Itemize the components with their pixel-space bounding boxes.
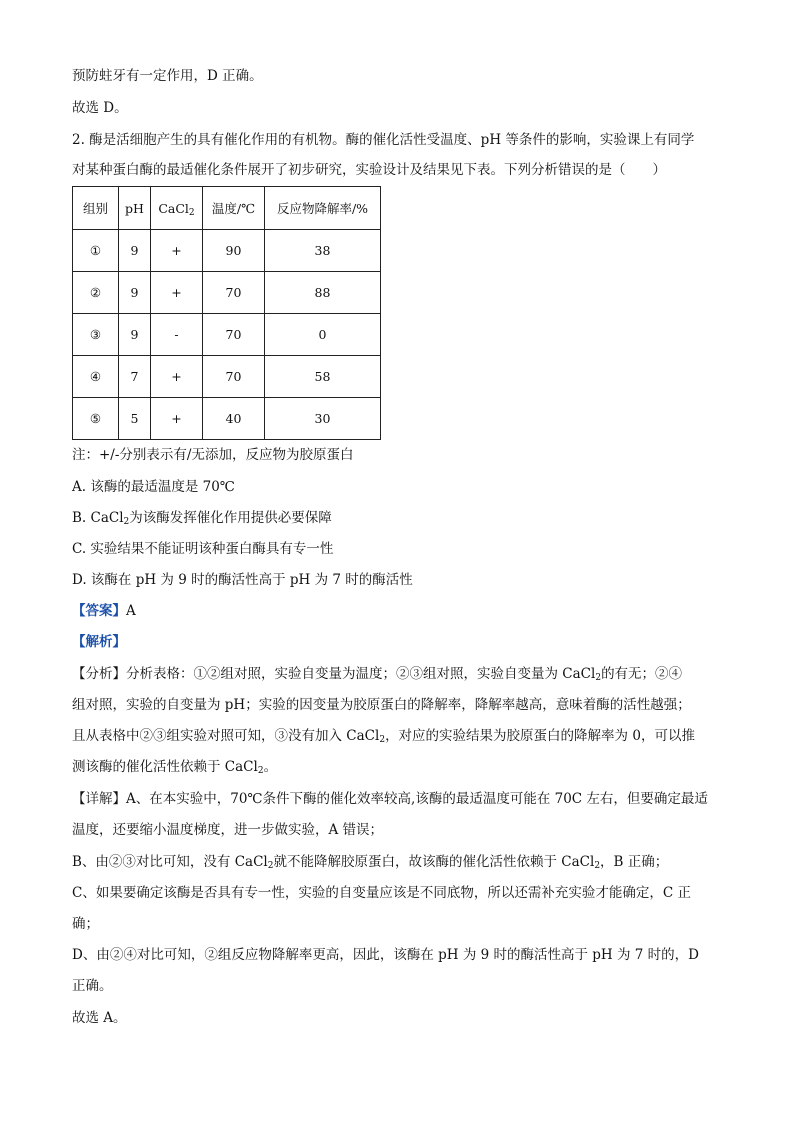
xiangjie-line-3: B、由②③对比可知，没有 CaCl$_2$就不能降解胶原蛋白，故该酶的催化活性依赖于 CaCl$_2$，B 正确；	[72, 854, 669, 871]
cell-group: ①	[73, 230, 119, 272]
option-c: C. 实验结果不能证明该种蛋白酶具有专一性	[72, 541, 334, 557]
cell-group: ⑤	[73, 398, 119, 440]
cell-cacl2: +	[151, 272, 203, 314]
analysis-heading: 【解析】	[72, 634, 126, 650]
xiangjie-line-1: 【详解】A、在本实验中，70℃条件下酶的催化效率较高,该酶的最适温度可能在 70C 左右，但要确定最适	[72, 791, 708, 807]
cell-temperature: 40	[203, 398, 265, 440]
xiangjie-line-8: 故选 A。	[72, 1010, 127, 1026]
option-b: B. CaCl$_2$为该酶发挥催化作用提供必要保障	[72, 510, 332, 527]
table-header-row	[73, 187, 381, 230]
question-line-2: 对某种蛋白酶的最适催化条件展开了初步研究，实验设计及结果见下表。下列分析错误的是（ ）	[72, 162, 666, 178]
option-d: D. 该酶在 pH 为 9 时的酶活性高于 pH 为 7 时的酶活性	[72, 572, 413, 588]
cell-degradation-rate: 88	[265, 272, 381, 314]
table-row	[73, 272, 381, 314]
cell-ph: 5	[119, 398, 151, 440]
fenxi-line-4: 测该酶的催化活性依赖于 CaCl$_2$。	[72, 759, 278, 776]
cell-temperature: 70	[203, 356, 265, 398]
cell-ph: 9	[119, 314, 151, 356]
answer-value: A	[126, 603, 136, 619]
cell-ph: 9	[119, 230, 151, 272]
xiangjie-label: 【详解】	[72, 791, 126, 807]
cell-degradation-rate: 0	[265, 314, 381, 356]
option-a: A. 该酶的最适温度是 70℃	[72, 479, 235, 495]
table-note: 注：+/-分别表示有/无添加，反应物为胶原蛋白	[72, 447, 354, 463]
table-row	[73, 230, 381, 272]
cell-group: ②	[73, 272, 119, 314]
table-row	[73, 398, 381, 440]
answer-line	[72, 601, 136, 621]
cell-temperature: 70	[203, 272, 265, 314]
cell-group: ③	[73, 314, 119, 356]
header-temperature: 温度/℃	[203, 187, 265, 230]
fenxi-line-2: 组对照，实验的自变量为 pH；实验的因变量为胶原蛋白的降解率，降解率越高，意味着酶的活性越强；	[72, 697, 691, 713]
xiangjie-line-4: C、如果要确定该酶是否具有专一性，实验的自变量应该是不同底物，所以还需补充实验才能确定，C 正	[72, 885, 691, 901]
fenxi-line-1: 【分析】分析表格：①②组对照，实验自变量为温度；②③组对照，实验自变量为 CaCl$_2$的有无；②④	[72, 666, 683, 683]
table-row	[73, 356, 381, 398]
header-cacl2: CaCl$_2$	[151, 187, 203, 230]
header-degradation-rate: 反应物降解率/%	[265, 187, 381, 230]
table-row	[73, 314, 381, 356]
intro-line-2: 故选 D。	[72, 100, 128, 116]
cell-degradation-rate: 30	[265, 398, 381, 440]
cell-temperature: 70	[203, 314, 265, 356]
cell-temperature: 90	[203, 230, 265, 272]
cell-degradation-rate: 58	[265, 356, 381, 398]
header-group: 组别	[73, 187, 119, 230]
cell-degradation-rate: 38	[265, 230, 381, 272]
question-line-1: 2. 酶是活细胞产生的具有催化作用的有机物。酶的催化活性受温度、pH 等条件的影响，实验课上有同学	[72, 132, 695, 148]
experiment-table	[72, 186, 381, 440]
cell-ph: 7	[119, 356, 151, 398]
intro-line-1: 预防蛀牙有一定作用，D 正确。	[72, 68, 263, 84]
answer-label: 【答案】	[72, 603, 126, 619]
cell-cacl2: -	[151, 314, 203, 356]
cell-cacl2: +	[151, 230, 203, 272]
header-ph: pH	[119, 187, 151, 230]
fenxi-line-3: 且从表格中②③组实验对照可知，③没有加入 CaCl$_2$，对应的实验结果为胶原蛋白的降解率为 0，可以推	[72, 728, 695, 745]
xiangjie-line-6: D、由②④对比可知，②组反应物降解率更高，因此，该酶在 pH 为 9 时的酶活性高于 pH 为 7 时的，D	[72, 947, 699, 963]
xiangjie-line-2: 温度，还要缩小温度梯度，进一步做实验，A 错误；	[72, 822, 384, 838]
cell-cacl2: +	[151, 356, 203, 398]
cell-ph: 9	[119, 272, 151, 314]
cell-cacl2: +	[151, 398, 203, 440]
cell-group: ④	[73, 356, 119, 398]
xiangjie-line-5: 确；	[72, 916, 99, 932]
fenxi-label: 【分析】	[72, 666, 126, 682]
xiangjie-line-7: 正确。	[72, 978, 113, 994]
